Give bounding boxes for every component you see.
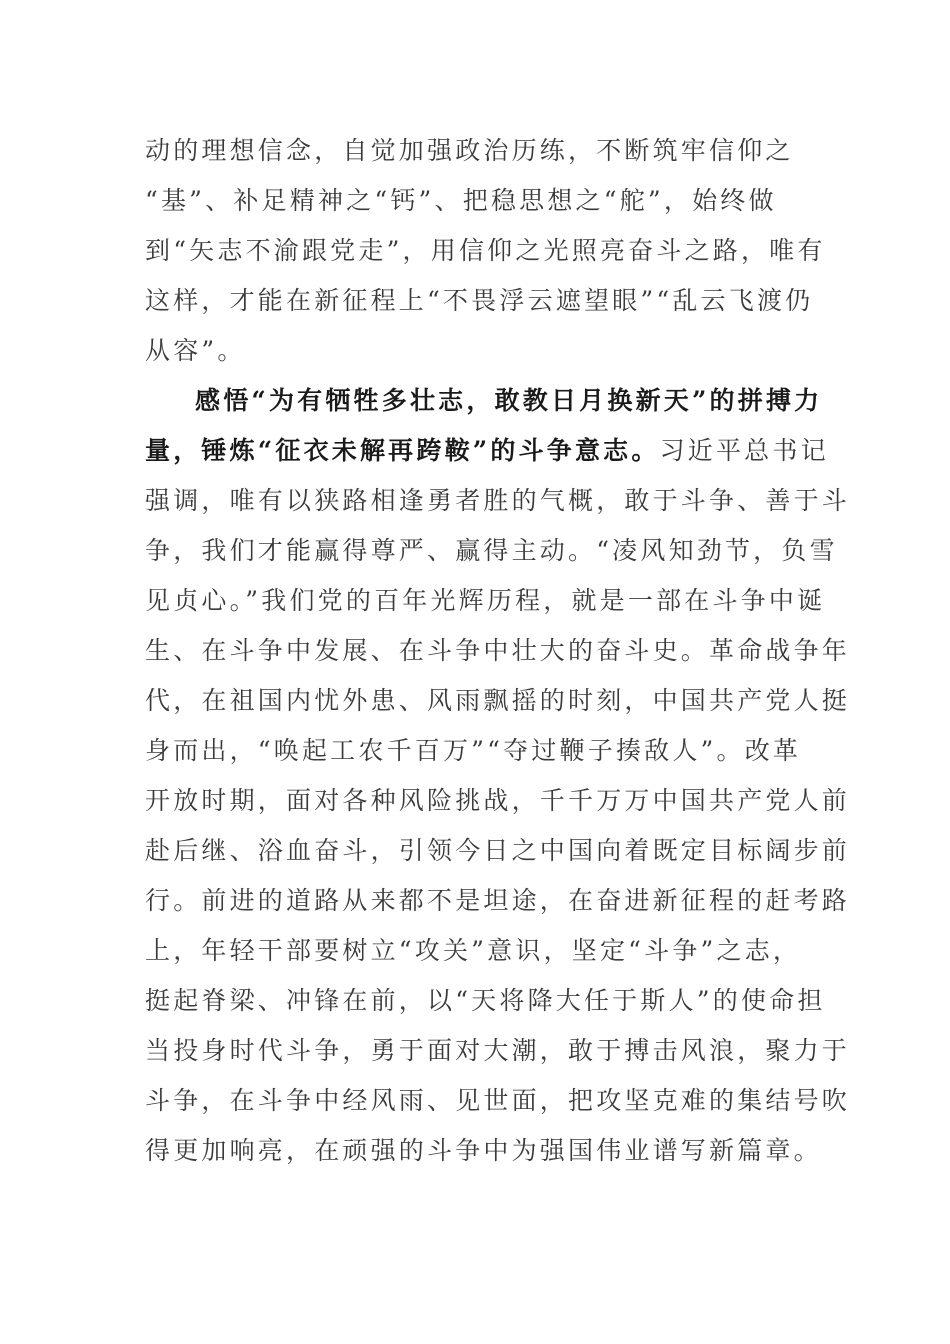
paragraph-2-body-line: 斗争，在斗争中经风雨、见世面，把攻坚克难的集结号吹 <box>145 1086 851 1115</box>
paragraph-2-body-line: 当投身时代斗争，勇于面对大潮，敢于搏击风浪，聚力于 <box>145 1036 851 1065</box>
paragraph-2-body-line: 开放时期，面对各种风险挑战，千千万万中国共产党人前 <box>145 786 851 815</box>
paragraph-1-line-1: 动的理想信念，自觉加强政治历练，不断筑牢信仰之 <box>145 136 794 165</box>
paragraph-2-body-line: 挺起脊梁、冲锋在前，以“天将降大任于斯人”的使命担 <box>145 986 826 1015</box>
paragraph-2-body-line: 强调，唯有以狭路相逢勇者胜的气概，敢于斗争、善于斗 <box>145 486 851 515</box>
paragraph-2-heading-text: 感悟“为有牺牲多壮志，敢教日月换新天”的拼搏力 <box>195 386 823 415</box>
paragraph-2-body-line: 得更加响亮，在顽强的斗争中为强国伟业谱写新篇章。 <box>145 1136 822 1165</box>
paragraph-2-heading-line-1 <box>195 381 823 421</box>
paragraph-2-line-2 <box>145 431 829 471</box>
paragraph-2-body-line: 争，我们才能赢得尊严、赢得主动。“凌风知劲节，负雪 <box>145 536 838 565</box>
paragraph-2-body-line: 生、在斗争中发展、在斗争中壮大的奋斗史。革命战争年 <box>145 636 851 665</box>
paragraph-2-body-line: 代，在祖国内忧外患、风雨飘摇的时刻，中国共产党人挺 <box>145 686 851 715</box>
paragraph-1-line-5: 从容”。 <box>145 336 246 365</box>
paragraph-2-body-line: 赴后继、浴血奋斗，引领今日之中国向着既定目标阔步前 <box>145 836 851 865</box>
paragraph-2-line-2-rest: 习近平总书记 <box>659 436 829 465</box>
paragraph-1-line-2: “基”、补足精神之“钙”、把稳思想之“舵”，始终做 <box>145 186 777 215</box>
paragraph-2-heading-text-cont: 量，锤炼“征衣未解再跨鞍”的斗争意志。 <box>145 436 660 465</box>
paragraph-2-body-line: 身而出，“唤起工农千百万”“夺过鞭子揍敌人”。改革 <box>145 736 802 765</box>
paragraph-2-body-line: 行。前进的道路从来都不是坦途，在奋进新征程的赶考路 <box>145 886 851 915</box>
paragraph-1-line-4: 这样，才能在新征程上“不畏浮云遮望眼”“乱云飞渡仍 <box>145 286 814 315</box>
paragraph-2-body-line: 上，年轻干部要树立“攻关”意识，坚定“斗争”之志， <box>145 936 802 965</box>
paragraph-1-line-3: 到“矢志不渝跟党走”，用信仰之光照亮奋斗之路，唯有 <box>145 236 826 265</box>
paragraph-2-body-line: 见贞心。”我们党的百年光辉历程，就是一部在斗争中诞 <box>145 586 826 615</box>
